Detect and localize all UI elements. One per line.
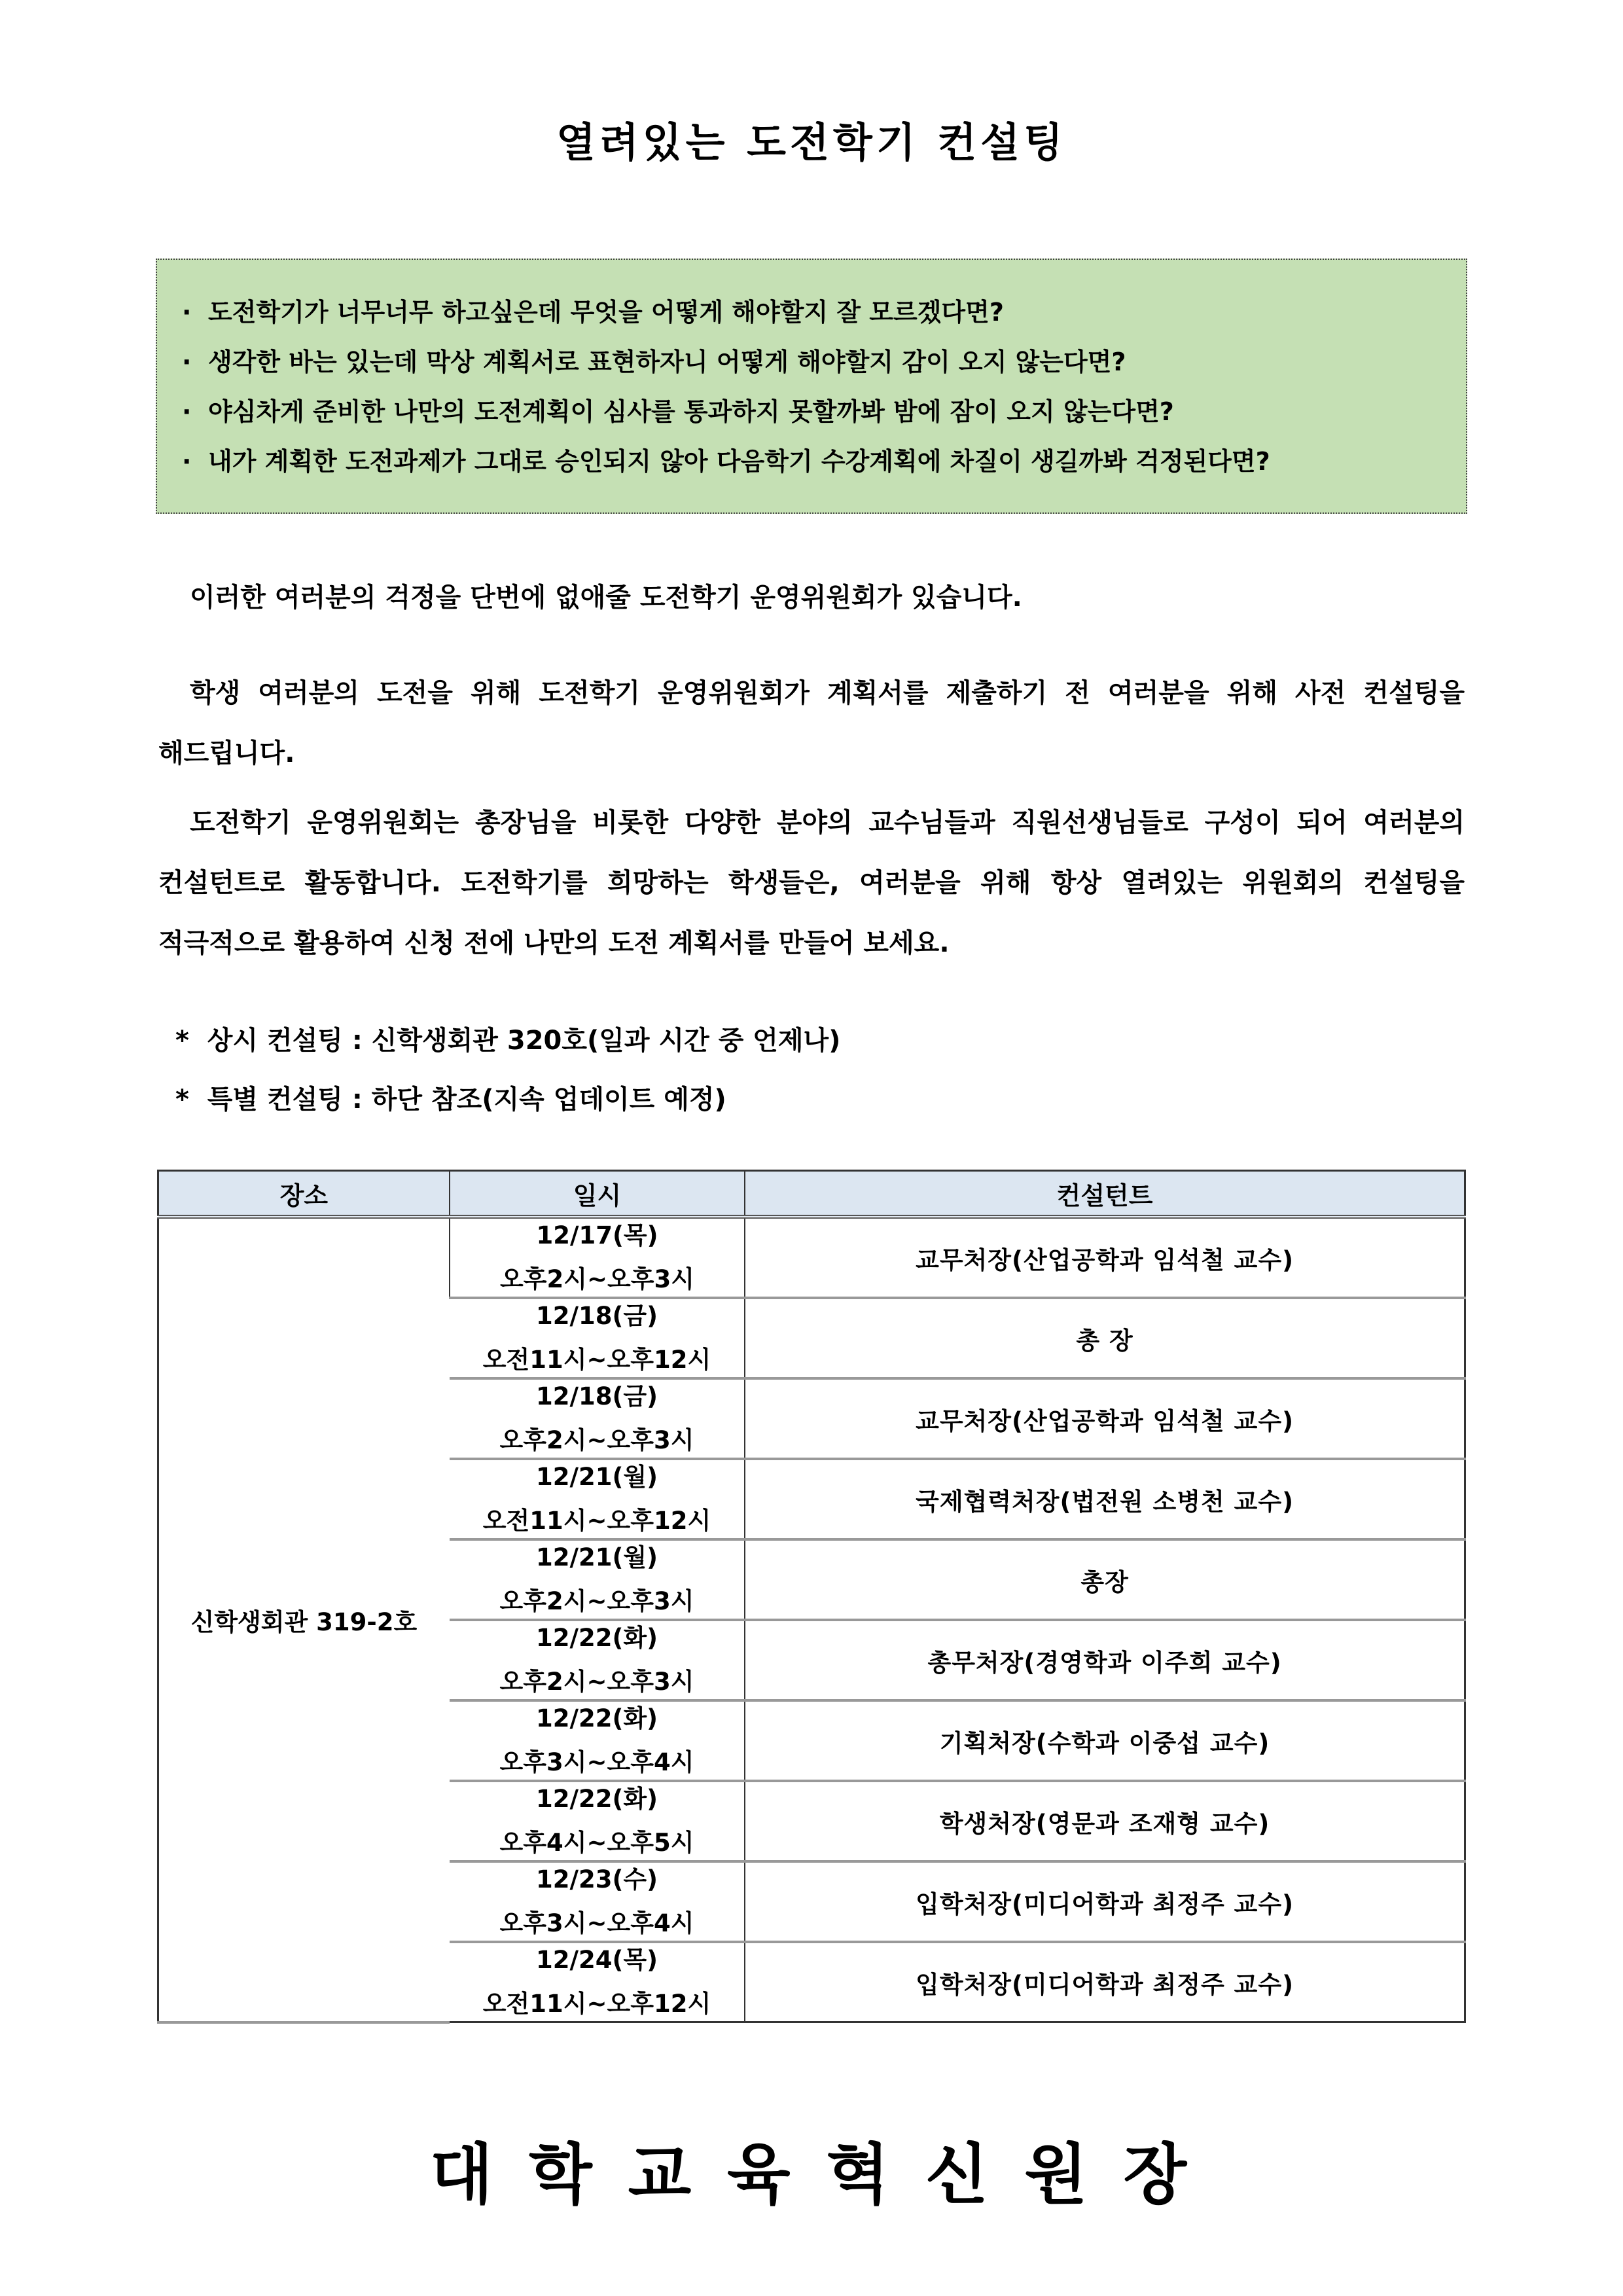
datetime-cell xyxy=(450,1539,745,1620)
date-text: 12/21(월) xyxy=(535,1463,658,1491)
datetime-cell xyxy=(450,1217,745,1298)
datetime-cell xyxy=(450,1861,745,1942)
consultant-cell: 총 장 xyxy=(745,1298,1465,1378)
highlight-text: 내가 계획한 도전과제가 그대로 승인되지 않아 다음학기 수강계획에 차질이 생길까봐 걱정된다면? xyxy=(208,447,1270,476)
date-text: 12/24(목) xyxy=(535,1946,658,1974)
date-text: 12/22(화) xyxy=(535,1704,658,1732)
location-cell: 신학생회관 319-2호 xyxy=(158,1217,450,2022)
highlight-text: 야심차게 준비한 나만의 도전계획이 심사를 통과하지 못할까봐 밤에 잠이 오지 않는다면? xyxy=(208,397,1174,426)
datetime-cell xyxy=(450,1620,745,1700)
highlight-box xyxy=(156,259,1467,514)
consulting-schedule-table xyxy=(157,1170,1466,2024)
consultant-cell: 입학처장(미디어학과 최정주 교수) xyxy=(745,1942,1465,2022)
time-text: 오후2시~오후3시 xyxy=(499,1667,694,1696)
consultant-cell: 국제협력처장(법전원 소병천 교수) xyxy=(745,1459,1465,1539)
note-regular-consulting: * 상시 컨설팅 : 신학생회관 320호(일과 시간 중 언제나) xyxy=(175,1026,841,1056)
body-paragraph-3: 도전학기 운영위원회는 총장님을 비롯한 다양한 분야의 교수님들과 직원선생님들로 구성이 되어 여러분의 컨설턴트로 활동합니다. 도전학기를 희망하는 학생들은, 여러분을 위해 항상 열려있는 위원회의 컨설팅을 적극적으로 활용하여 신청 전에 나만의 도전 계획서를 만들어 보세요. xyxy=(158,808,1465,958)
consultant-cell: 학생처장(영문과 조재형 교수) xyxy=(745,1781,1465,1861)
consultant-cell: 기획처장(수학과 이중섭 교수) xyxy=(745,1700,1465,1781)
page-title: 열려있는 도전학기 컨설팅 xyxy=(556,118,1067,166)
table-header-row xyxy=(158,1171,1465,1217)
highlight-bullet-item xyxy=(182,337,1441,387)
column-header-location: 장소 xyxy=(158,1171,450,1217)
date-text: 12/18(금) xyxy=(535,1302,658,1330)
body-paragraph-2: 학생 여러분의 도전을 위해 도전학기 운영위원회가 계획서를 제출하기 전 여러분을 위해 사전 컨설팅을 해드립니다. xyxy=(158,678,1465,768)
consultant-cell: 교무처장(산업공학과 임석철 교수) xyxy=(745,1217,1465,1298)
time-text: 오전11시~오후12시 xyxy=(482,1989,711,2018)
time-text: 오후2시~오후3시 xyxy=(499,1587,694,1615)
time-text: 오전11시~오후12시 xyxy=(482,1345,711,1374)
highlight-bullet-item xyxy=(182,287,1441,337)
signature-title: 대 학 교 육 혁 신 원 장 xyxy=(429,2136,1194,2213)
bullet-marker-icon: · xyxy=(182,298,192,327)
time-text: 오후2시~오후3시 xyxy=(500,1265,694,1293)
datetime-cell xyxy=(450,1700,745,1781)
date-text: 12/17(목) xyxy=(536,1221,658,1249)
date-text: 12/21(월) xyxy=(535,1543,658,1571)
consultant-cell: 입학처장(미디어학과 최정주 교수) xyxy=(745,1861,1465,1942)
time-text: 오후3시~오후4시 xyxy=(499,1909,694,1937)
consultant-cell: 총무처장(경영학과 이주희 교수) xyxy=(745,1620,1465,1700)
table-row xyxy=(158,1217,1465,1298)
highlight-bullet-item xyxy=(182,387,1441,437)
note-special-consulting: * 특별 컨설팅 : 하단 참조(지속 업데이트 예정) xyxy=(175,1085,726,1115)
column-header-consultant: 컨설턴트 xyxy=(745,1171,1465,1217)
datetime-cell xyxy=(450,1298,745,1378)
bullet-marker-icon: · xyxy=(182,348,192,376)
date-text: 12/22(화) xyxy=(535,1785,658,1813)
date-text: 12/23(수) xyxy=(535,1865,658,1893)
consulting-notes xyxy=(175,1011,1465,1129)
consultant-cell: 총장 xyxy=(745,1539,1465,1620)
highlight-text: 생각한 바는 있는데 막상 계획서로 표현하자니 어떻게 해야할지 감이 오지 않는다면? xyxy=(208,348,1126,376)
date-text: 12/22(화) xyxy=(535,1624,658,1652)
consultant-cell: 교무처장(산업공학과 임석철 교수) xyxy=(745,1378,1465,1459)
time-text: 오후2시~오후3시 xyxy=(499,1426,694,1454)
datetime-cell xyxy=(450,1942,745,2022)
bullet-marker-icon: · xyxy=(182,447,192,476)
column-header-datetime: 일시 xyxy=(450,1171,745,1217)
datetime-cell xyxy=(450,1459,745,1539)
time-text: 오후4시~오후5시 xyxy=(499,1828,694,1857)
datetime-cell xyxy=(450,1781,745,1861)
body-paragraph-1: 이러한 여러분의 걱정을 단번에 없애줄 도전학기 운영위원회가 있습니다. xyxy=(190,583,1022,613)
time-text: 오후3시~오후4시 xyxy=(499,1748,694,1776)
highlight-bullet-item xyxy=(182,437,1441,486)
highlight-text: 도전학기가 너무너무 하고싶은데 무엇을 어떻게 해야할지 잘 모르겠다면? xyxy=(208,298,1004,327)
datetime-cell xyxy=(450,1378,745,1459)
time-text: 오전11시~오후12시 xyxy=(482,1506,711,1535)
bullet-marker-icon: · xyxy=(182,397,192,426)
date-text: 12/18(금) xyxy=(535,1382,658,1410)
